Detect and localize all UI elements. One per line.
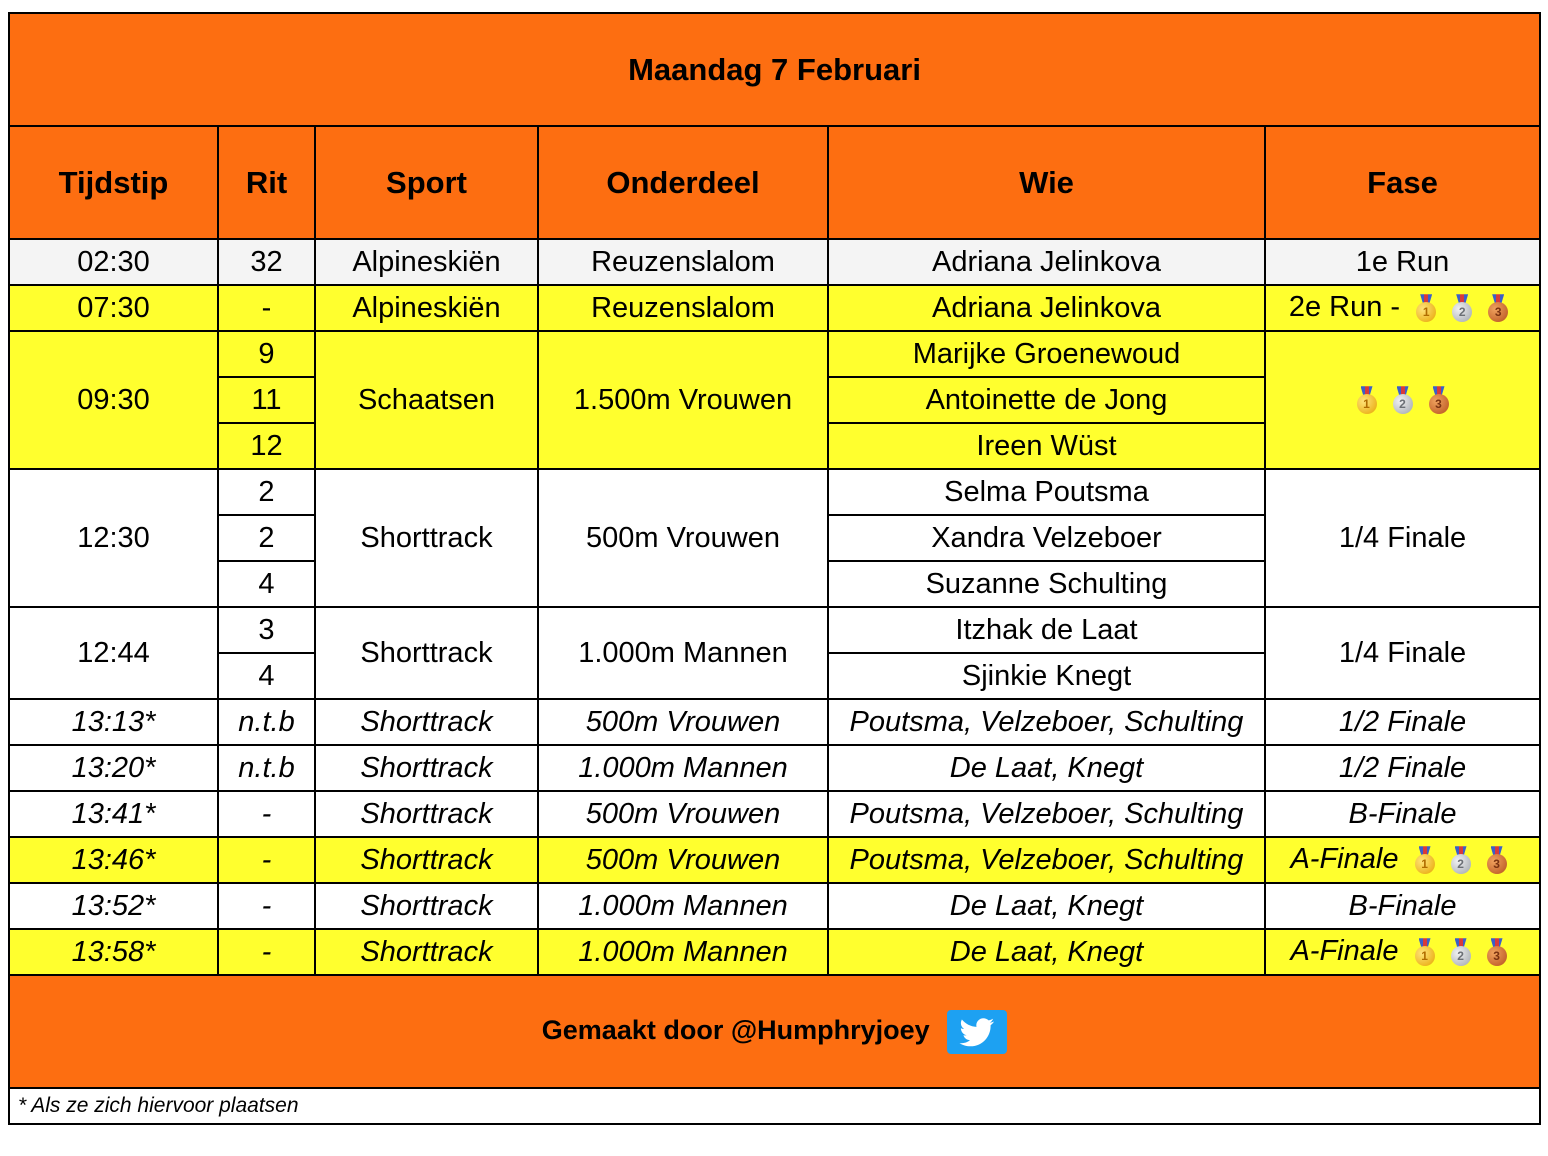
cell-phase bbox=[1265, 285, 1540, 331]
table-row bbox=[9, 791, 1540, 837]
gold-medal-icon: 1 bbox=[1415, 294, 1437, 324]
cell-time: 13:46* bbox=[9, 837, 218, 883]
cell-time: 07:30 bbox=[9, 285, 218, 331]
cell-who: Selma Poutsma bbox=[828, 469, 1265, 515]
medal-group bbox=[1408, 292, 1516, 325]
cell-time: 13:41* bbox=[9, 791, 218, 837]
silver-medal-icon: 2 bbox=[1450, 938, 1472, 968]
cell-who: Adriana Jelinkova bbox=[828, 239, 1265, 285]
cell-rit: 12 bbox=[218, 423, 315, 469]
cell-rit: 11 bbox=[218, 377, 315, 423]
bronze-medal-icon: 3 bbox=[1486, 846, 1508, 876]
cell-sport: Shorttrack bbox=[315, 745, 538, 791]
cell-sport: Schaatsen bbox=[315, 331, 538, 469]
cell-rit: - bbox=[218, 929, 315, 975]
medal-group bbox=[1407, 844, 1515, 877]
bronze-medal-icon: 3 bbox=[1487, 294, 1509, 324]
cell-rit: n.t.b bbox=[218, 745, 315, 791]
bronze-medal-icon: 3 bbox=[1486, 938, 1508, 968]
cell-event: 500m Vrouwen bbox=[538, 469, 828, 607]
cell-event: 1.000m Mannen bbox=[538, 929, 828, 975]
cell-rit: 2 bbox=[218, 469, 315, 515]
cell-rit: 3 bbox=[218, 607, 315, 653]
cell-event: 500m Vrouwen bbox=[538, 791, 828, 837]
cell-event: 1.000m Mannen bbox=[538, 607, 828, 699]
cell-phase: B-Finale bbox=[1265, 791, 1540, 837]
medal-group bbox=[1407, 936, 1515, 969]
cell-phase bbox=[1265, 929, 1540, 975]
cell-who: Itzhak de Laat bbox=[828, 607, 1265, 653]
cell-time: 09:30 bbox=[9, 331, 218, 469]
silver-medal-icon: 2 bbox=[1451, 294, 1473, 324]
phase-label: A-Finale bbox=[1290, 935, 1399, 968]
header-wie: Wie bbox=[828, 126, 1265, 239]
cell-time: 02:30 bbox=[9, 239, 218, 285]
cell-who: Antoinette de Jong bbox=[828, 377, 1265, 423]
table-row bbox=[9, 469, 1540, 515]
cell-who: De Laat, Knegt bbox=[828, 745, 1265, 791]
cell-who: Poutsma, Velzeboer, Schulting bbox=[828, 837, 1265, 883]
cell-who: Sjinkie Knegt bbox=[828, 653, 1265, 699]
cell-who: Adriana Jelinkova bbox=[828, 285, 1265, 331]
cell-who: De Laat, Knegt bbox=[828, 929, 1265, 975]
cell-time: 12:44 bbox=[9, 607, 218, 699]
cell-phase: B-Finale bbox=[1265, 883, 1540, 929]
cell-sport: Shorttrack bbox=[315, 929, 538, 975]
cell-who: Poutsma, Velzeboer, Schulting bbox=[828, 791, 1265, 837]
footer bbox=[9, 975, 1540, 1088]
silver-medal-icon: 2 bbox=[1450, 846, 1472, 876]
header-onderdeel: Onderdeel bbox=[538, 126, 828, 239]
cell-phase: 1/4 Finale bbox=[1265, 469, 1540, 607]
table-row bbox=[9, 331, 1540, 377]
table-row bbox=[9, 883, 1540, 929]
phase-label: A-Finale bbox=[1290, 843, 1399, 876]
cell-sport: Shorttrack bbox=[315, 607, 538, 699]
gold-medal-icon: 1 bbox=[1356, 386, 1378, 416]
header-fase: Fase bbox=[1265, 126, 1540, 239]
table-row bbox=[9, 699, 1540, 745]
cell-rit: - bbox=[218, 791, 315, 837]
cell-who: Ireen Wüst bbox=[828, 423, 1265, 469]
cell-time: 13:52* bbox=[9, 883, 218, 929]
cell-event: 1.000m Mannen bbox=[538, 745, 828, 791]
cell-phase: 1/2 Finale bbox=[1265, 745, 1540, 791]
cell-event: 500m Vrouwen bbox=[538, 837, 828, 883]
cell-rit: - bbox=[218, 837, 315, 883]
phase-label: 2e Run - bbox=[1288, 291, 1401, 324]
cell-who: Marijke Groenewoud bbox=[828, 331, 1265, 377]
table-row bbox=[9, 239, 1540, 285]
cell-rit: 2 bbox=[218, 515, 315, 561]
header-rit: Rit bbox=[218, 126, 315, 239]
cell-rit: 4 bbox=[218, 561, 315, 607]
table-row bbox=[9, 607, 1540, 653]
footnote: * Als ze zich hiervoor plaatsen bbox=[9, 1088, 1540, 1124]
cell-event: 1.500m Vrouwen bbox=[538, 331, 828, 469]
table-row bbox=[9, 745, 1540, 791]
bronze-medal-icon: 3 bbox=[1428, 386, 1450, 416]
cell-sport: Alpineskiën bbox=[315, 239, 538, 285]
cell-sport: Shorttrack bbox=[315, 837, 538, 883]
cell-phase bbox=[1265, 331, 1540, 469]
cell-rit: - bbox=[218, 883, 315, 929]
header-tijdstip: Tijdstip bbox=[9, 126, 218, 239]
cell-time: 13:20* bbox=[9, 745, 218, 791]
cell-rit: - bbox=[218, 285, 315, 331]
cell-rit: 32 bbox=[218, 239, 315, 285]
cell-phase: 1/4 Finale bbox=[1265, 607, 1540, 699]
cell-who: Suzanne Schulting bbox=[828, 561, 1265, 607]
cell-who: De Laat, Knegt bbox=[828, 883, 1265, 929]
schedule-table bbox=[8, 12, 1541, 1125]
header-sport: Sport bbox=[315, 126, 538, 239]
silver-medal-icon: 2 bbox=[1392, 386, 1414, 416]
cell-phase: 1e Run bbox=[1265, 239, 1540, 285]
cell-sport: Shorttrack bbox=[315, 791, 538, 837]
cell-event: Reuzenslalom bbox=[538, 239, 828, 285]
cell-event: 1.000m Mannen bbox=[538, 883, 828, 929]
cell-phase bbox=[1265, 837, 1540, 883]
cell-time: 12:30 bbox=[9, 469, 218, 607]
medal-group bbox=[1349, 384, 1457, 417]
cell-event: 500m Vrouwen bbox=[538, 699, 828, 745]
table-row bbox=[9, 929, 1540, 975]
cell-time: 13:13* bbox=[9, 699, 218, 745]
twitter-bird-icon bbox=[947, 1010, 1007, 1054]
cell-rit: 4 bbox=[218, 653, 315, 699]
table-row bbox=[9, 837, 1540, 883]
cell-time: 13:58* bbox=[9, 929, 218, 975]
cell-sport: Alpineskiën bbox=[315, 285, 538, 331]
table-row bbox=[9, 285, 1540, 331]
cell-rit: 9 bbox=[218, 331, 315, 377]
cell-event: Reuzenslalom bbox=[538, 285, 828, 331]
gold-medal-icon: 1 bbox=[1414, 846, 1436, 876]
header-row bbox=[9, 126, 1540, 239]
footer-credit: Gemaakt door @Humphryjoey bbox=[541, 1014, 930, 1045]
cell-who: Poutsma, Velzeboer, Schulting bbox=[828, 699, 1265, 745]
gold-medal-icon: 1 bbox=[1414, 938, 1436, 968]
cell-sport: Shorttrack bbox=[315, 883, 538, 929]
cell-who: Xandra Velzeboer bbox=[828, 515, 1265, 561]
cell-rit: n.t.b bbox=[218, 699, 315, 745]
cell-sport: Shorttrack bbox=[315, 469, 538, 607]
cell-phase: 1/2 Finale bbox=[1265, 699, 1540, 745]
cell-sport: Shorttrack bbox=[315, 699, 538, 745]
page-title: Maandag 7 Februari bbox=[9, 13, 1540, 126]
